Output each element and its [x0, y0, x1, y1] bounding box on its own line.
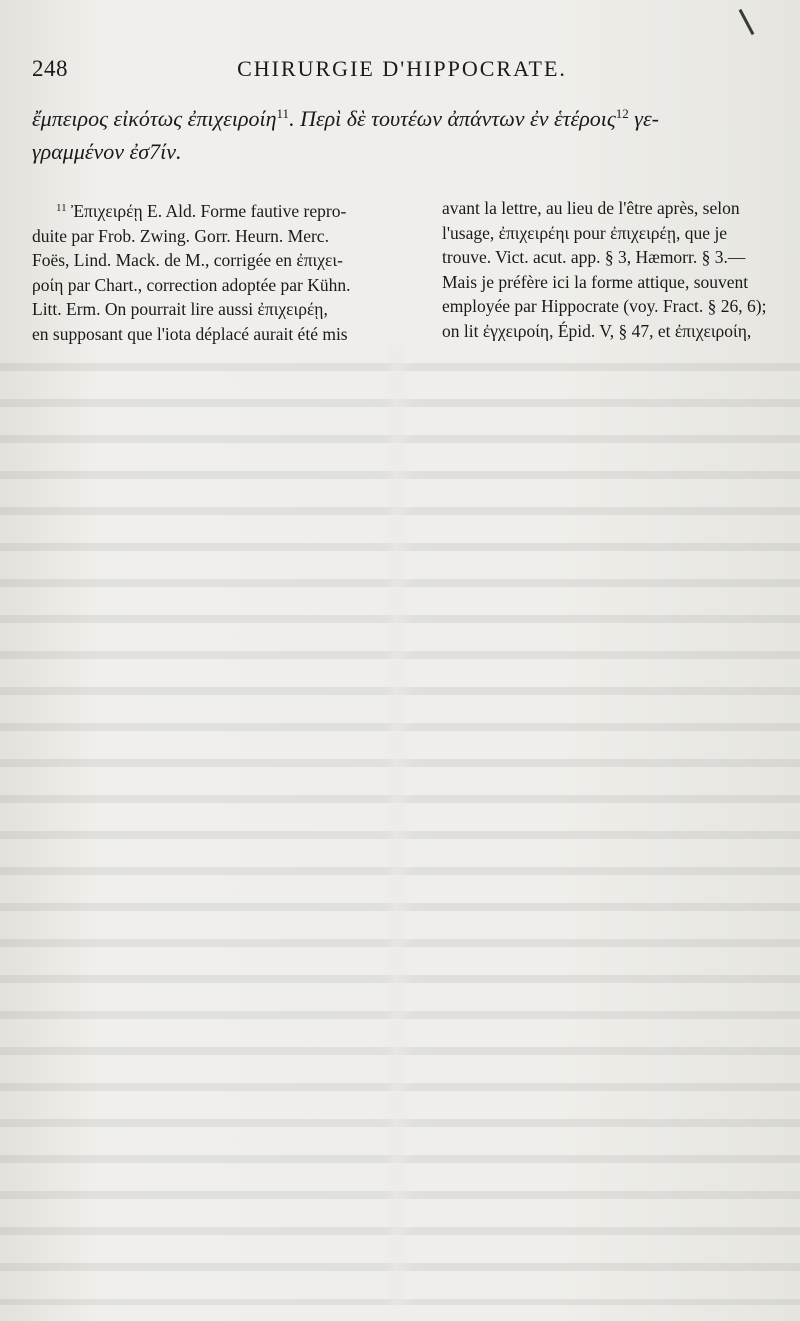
greek-line-1-part-a: ἔμπειρος εἰκότως ἐπιχειροίη — [32, 106, 277, 131]
footnotes — [32, 196, 768, 356]
footnote-line: l'usage, ἐπιχειρέηι pour ἐπιχειρέῃ, que je — [442, 222, 728, 243]
footnote-left-column — [32, 196, 384, 347]
running-title: CHIRURGIE D'HIPPOCRATE. — [237, 56, 567, 81]
footnote-line: Mais je préfère ici la forme attique, souvent — [442, 271, 749, 292]
footnote-line: employée par Hippocrate (voy. Fract. § 26, 6); — [442, 296, 767, 317]
greek-line-1-part-c: γε- — [628, 106, 659, 131]
footnote-line: avant la lettre, au lieu de l'être après, selon — [442, 198, 740, 218]
greek-line-1-part-b: . Περὶ δὲ τουτέων ἀπάντων ἐν ἑτέροις — [289, 106, 616, 131]
page-number: 248 — [32, 56, 68, 81]
bleed-through-gutter — [380, 345, 414, 1305]
page-header — [32, 56, 772, 86]
footnote-ref-12: 12 — [615, 106, 629, 121]
footnote-line: duite par Frob. Zwing. Gorr. Heurn. Merc. — [32, 225, 329, 246]
footnote-line: $^{11}$ Ἐπιχειρέῃ E. Ald. Forme fautive repro- — [56, 201, 347, 221]
footnote-line: ροίη par Chart., correction adoptée par Kühn. — [32, 274, 351, 295]
greek-line-2: γραμμένον ἐσ7ίν. — [32, 139, 182, 164]
footnote-line: trouve. Vict. acut. app. § 3, Hæmorr. § 3.— — [442, 247, 746, 268]
scan-mark — [739, 9, 755, 35]
footnote-right-column — [442, 196, 768, 344]
footnote-number: 11 — [56, 202, 67, 214]
footnote-line: Litt. Erm. On pourrait lire aussi ἐπιχειρέῃ, — [32, 299, 328, 320]
footnote-line: Foës, Lind. Mack. de M., corrigée en ἐπιχει- — [32, 250, 343, 271]
footnote-line: en supposant que l'iota déplacé aurait été mis — [32, 323, 348, 344]
footnote-line: on lit ἐγχειροίη, Épid. V, § 47, et ἐπιχειροίη, — [442, 320, 752, 341]
greek-text — [32, 97, 770, 168]
footnote-ref-11: 11 — [276, 106, 290, 121]
